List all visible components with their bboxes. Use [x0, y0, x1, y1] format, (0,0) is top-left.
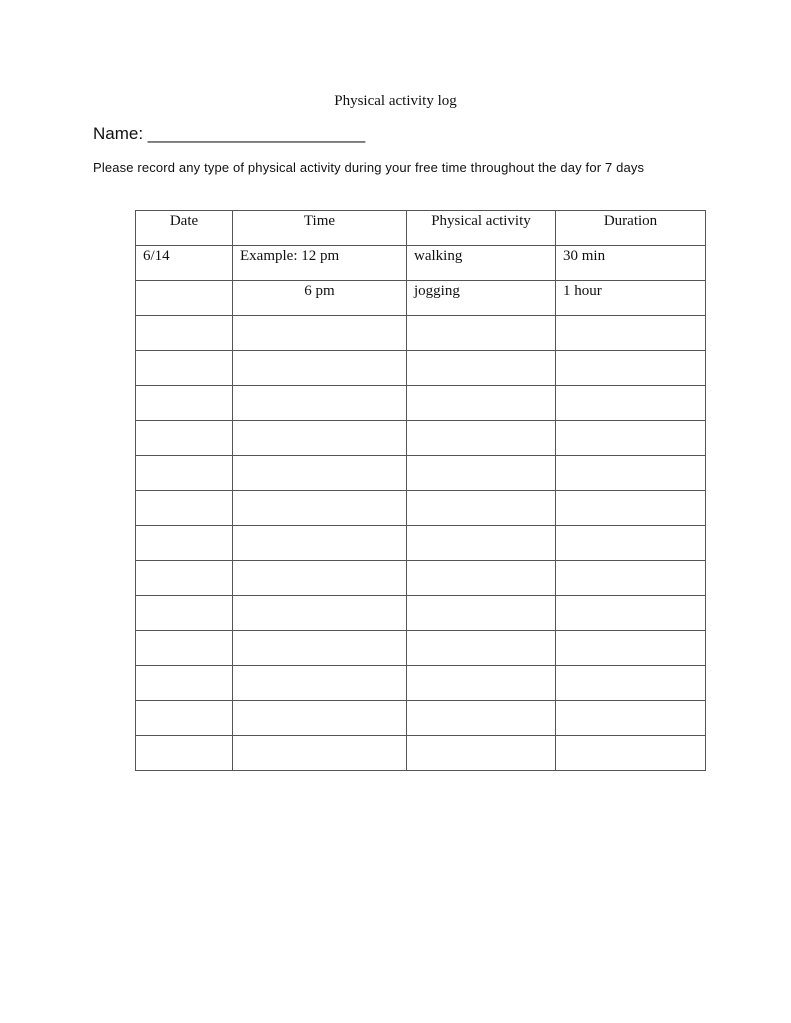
time-cell — [233, 491, 407, 526]
duration-cell — [556, 596, 706, 631]
duration-cell: 1 hour — [556, 281, 706, 316]
duration-cell — [556, 491, 706, 526]
activity-cell: walking — [407, 246, 556, 281]
date-cell — [136, 631, 233, 666]
page-title: Physical activity log — [334, 93, 457, 109]
duration-cell — [556, 561, 706, 596]
activity-cell: jogging — [407, 281, 556, 316]
header-date: Date — [136, 211, 233, 246]
table-row — [136, 421, 706, 456]
duration-cell — [556, 526, 706, 561]
table-row — [136, 596, 706, 631]
duration-cell — [556, 456, 706, 491]
table-row — [136, 631, 706, 666]
time-cell: Example: 12 pm — [233, 246, 407, 281]
duration-cell: 30 min — [556, 246, 706, 281]
instructions-text: Please record any type of physical activity during your free time throughout the day for 7 days — [93, 160, 645, 175]
header-time: Time — [233, 211, 407, 246]
activity-cell — [407, 526, 556, 561]
activity-cell — [407, 666, 556, 701]
time-cell — [233, 351, 407, 386]
date-cell — [136, 351, 233, 386]
date-cell — [136, 561, 233, 596]
time-cell — [233, 386, 407, 421]
date-cell — [136, 596, 233, 631]
name-field-label: Name: _______________________ — [93, 124, 366, 143]
date-cell — [136, 491, 233, 526]
time-cell — [233, 561, 407, 596]
activity-cell — [407, 421, 556, 456]
duration-cell — [556, 701, 706, 736]
table-body — [136, 246, 706, 771]
activity-cell — [407, 351, 556, 386]
time-cell — [233, 666, 407, 701]
time-cell — [233, 736, 407, 771]
table-row — [136, 666, 706, 701]
header-duration: Duration — [556, 211, 706, 246]
table-row — [136, 456, 706, 491]
duration-cell — [556, 631, 706, 666]
duration-cell — [556, 736, 706, 771]
table-row — [136, 246, 706, 281]
activity-cell — [407, 386, 556, 421]
activity-cell — [407, 561, 556, 596]
activity-log-table — [135, 210, 706, 771]
activity-cell — [407, 316, 556, 351]
table-row — [136, 351, 706, 386]
date-cell — [136, 316, 233, 351]
time-cell — [233, 456, 407, 491]
duration-cell — [556, 386, 706, 421]
table-row — [136, 491, 706, 526]
activity-cell — [407, 631, 556, 666]
date-cell — [136, 281, 233, 316]
table-row — [136, 526, 706, 561]
time-cell — [233, 316, 407, 351]
date-cell — [136, 736, 233, 771]
time-cell — [233, 701, 407, 736]
duration-cell — [556, 316, 706, 351]
time-cell — [233, 526, 407, 561]
date-cell — [136, 526, 233, 561]
table-row — [136, 701, 706, 736]
table-row — [136, 281, 706, 316]
time-cell — [233, 421, 407, 456]
activity-cell — [407, 491, 556, 526]
table-row — [136, 386, 706, 421]
header-physical-activity: Physical activity — [407, 211, 556, 246]
table-row — [136, 561, 706, 596]
activity-cell — [407, 736, 556, 771]
activity-cell — [407, 701, 556, 736]
date-cell — [136, 701, 233, 736]
date-cell — [136, 421, 233, 456]
activity-cell — [407, 596, 556, 631]
duration-cell — [556, 351, 706, 386]
date-cell — [136, 456, 233, 491]
table-header-row — [136, 211, 706, 246]
date-cell — [136, 386, 233, 421]
table-row — [136, 316, 706, 351]
activity-cell — [407, 456, 556, 491]
time-cell — [233, 596, 407, 631]
duration-cell — [556, 421, 706, 456]
time-cell: 6 pm — [233, 281, 407, 316]
date-cell — [136, 666, 233, 701]
table-row — [136, 736, 706, 771]
date-cell: 6/14 — [136, 246, 233, 281]
duration-cell — [556, 666, 706, 701]
time-cell — [233, 631, 407, 666]
